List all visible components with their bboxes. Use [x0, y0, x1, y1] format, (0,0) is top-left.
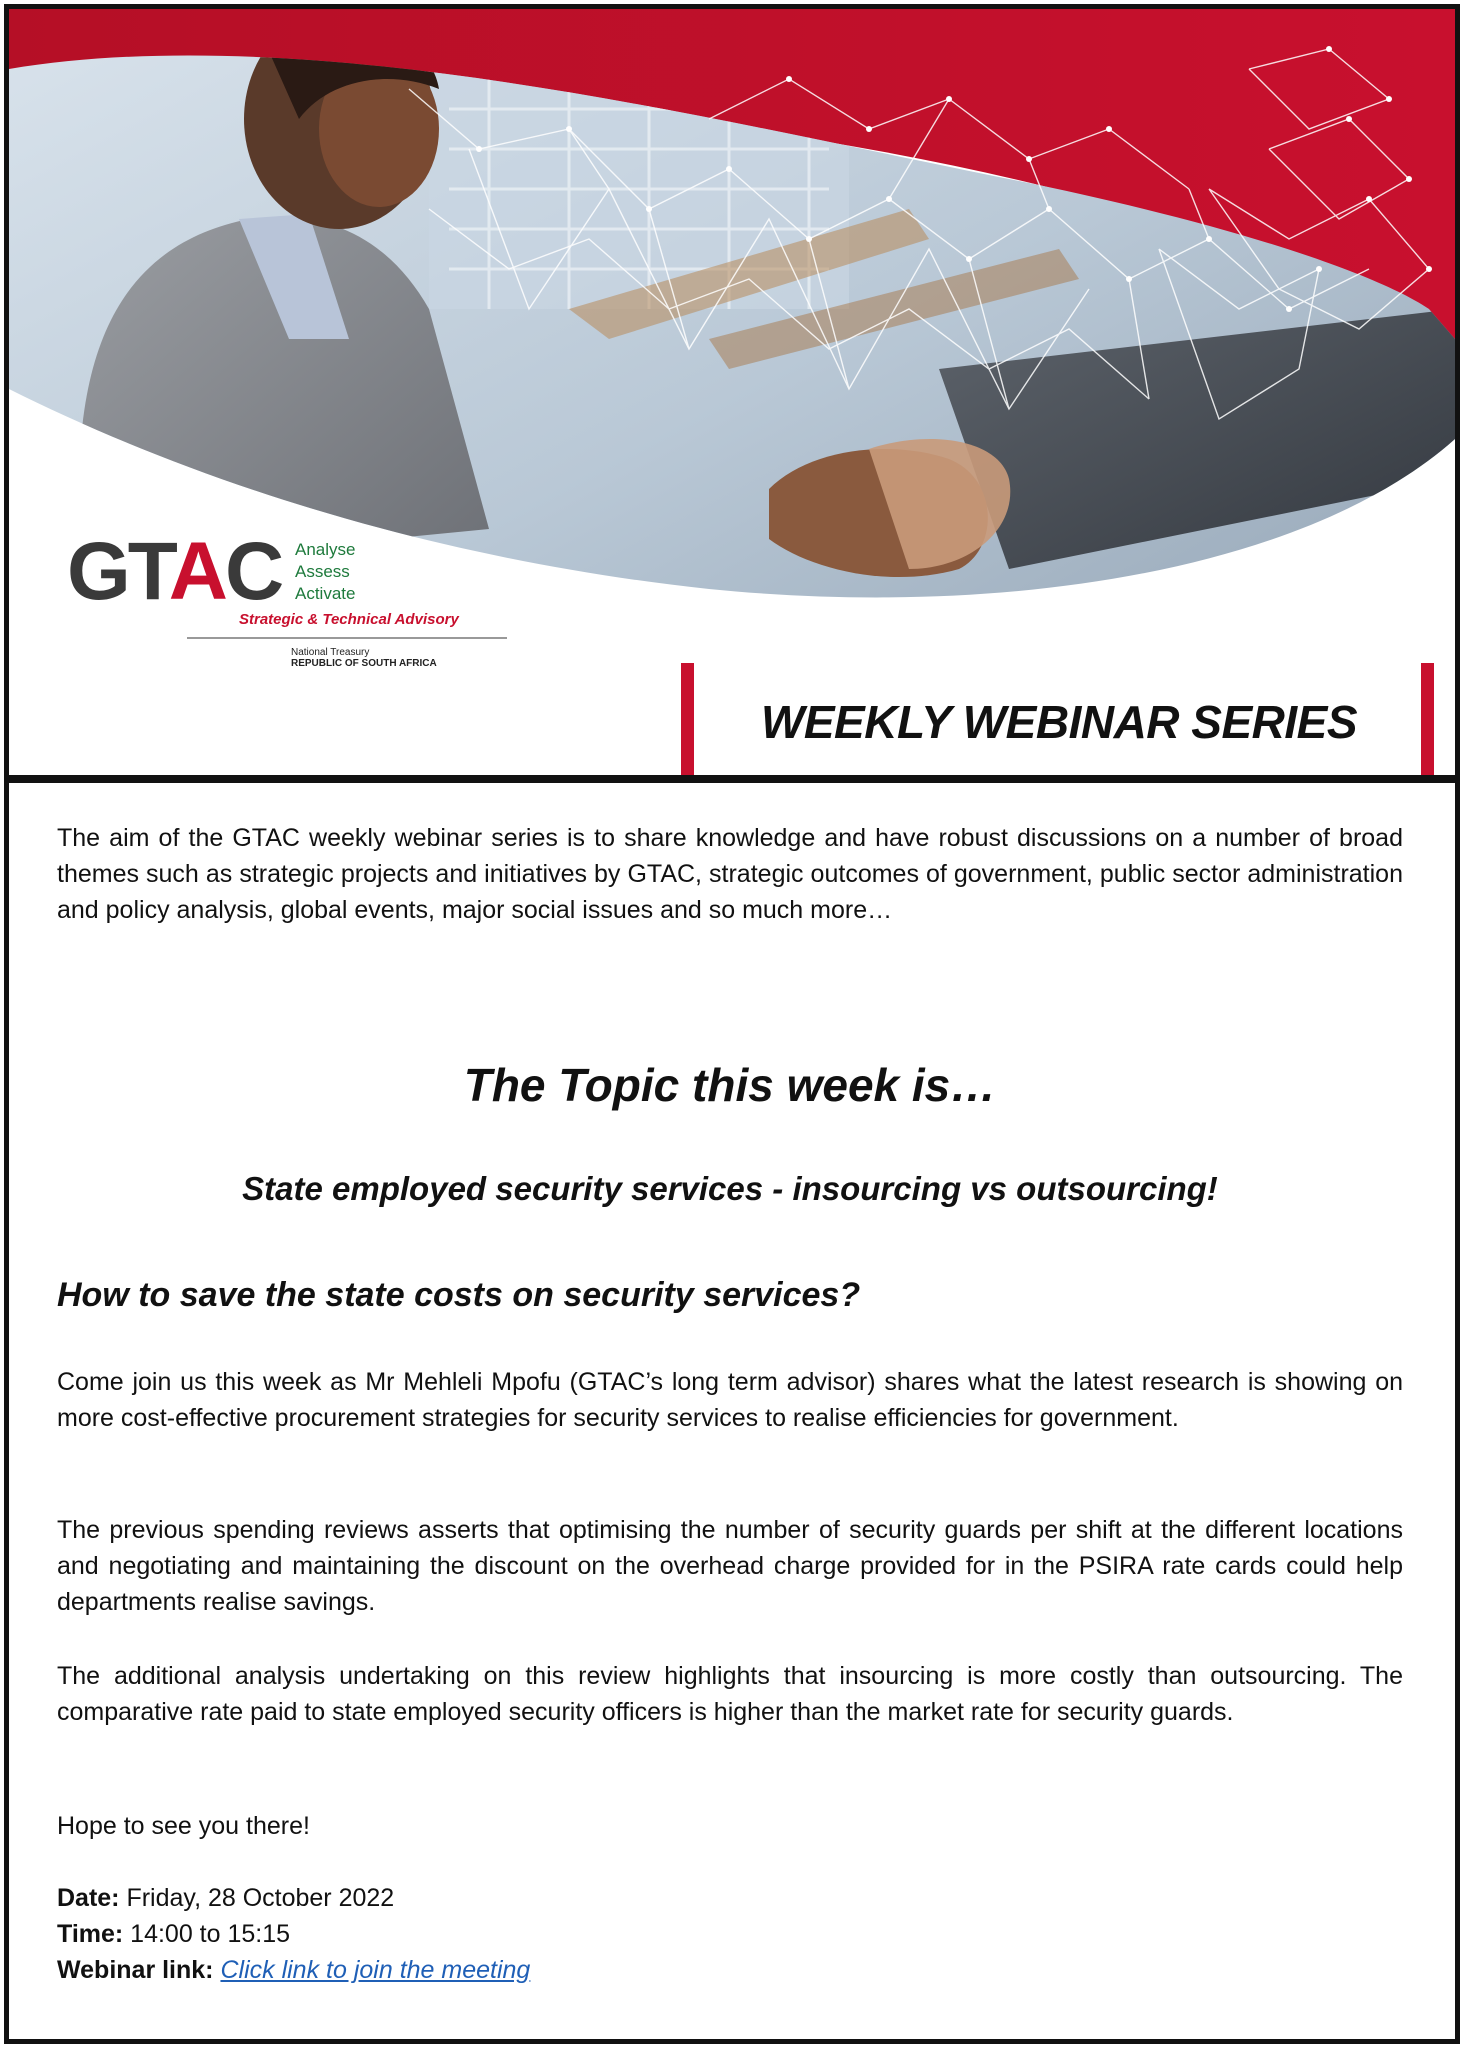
gtac-logo [67, 527, 487, 677]
national-treasury-mark [291, 647, 437, 669]
banner-title: WEEKLY WEBINAR SERIES [760, 696, 1358, 748]
banner-bar-left [681, 663, 694, 779]
tagline-analyse: Analyse [295, 540, 356, 559]
date-row [57, 1880, 1403, 1916]
banner-bar-right [1421, 663, 1434, 779]
time-value: 14:00 to 15:15 [123, 1920, 291, 1948]
tagline-activate: Activate [295, 584, 356, 603]
topic-heading: The Topic this week is… [463, 1059, 997, 1111]
topic-title: State employed security services - insourcing vs outsourcing! [242, 1170, 1218, 1207]
logo-taglines [295, 539, 355, 605]
org-line2: REPUBLIC OF SOUTH AFRICA [291, 658, 437, 669]
org-line1: National Treasury [291, 647, 370, 658]
date-value: Friday, 28 October 2022 [119, 1884, 395, 1912]
hero-frame [4, 4, 1460, 780]
topic-question: How to save the state costs on security services? [57, 1276, 861, 1314]
logo-wordmark: GTAC [67, 526, 282, 617]
intro-text: The aim of the GTAC weekly webinar series is to share knowledge and have robust discussions on a number of broad themes such as strategic projects and initiatives by GTAC, strategic outcomes of government, public sector administration and policy analysis, global events, major social issues and so much more… [57, 824, 1403, 924]
logo-subtitle: Strategic & Technical Advisory [239, 611, 459, 628]
date-label: Date: [57, 1884, 120, 1912]
event-details [57, 1880, 1403, 1988]
link-row [57, 1952, 1403, 1988]
time-label: Time: [57, 1920, 124, 1948]
webinar-join-link[interactable]: Click link to join the meeting [220, 1956, 531, 1984]
paragraph-analysis: The additional analysis undertaking on this review highlights that insourcing is more costly than outsourcing. The comparative rate paid to state employed security officers is higher than the market rate for security guards. [57, 1662, 1403, 1726]
paragraph-spending-reviews: The previous spending reviews asserts that optimising the number of security guards per shift at the different locations and negotiating and maintaining the discount on the overhead charge provided for in the PSIRA rate cards could help departments realise savings. [57, 1516, 1403, 1616]
paragraph-invitation: Come join us this week as Mr Mehleli Mpofu (GTAC’s long term advisor) shares what the latest research is showing on more cost-effective procurement strategies for security services to realise efficiencies for government. [57, 1368, 1403, 1432]
logo-divider [187, 637, 507, 639]
paragraph-closing: Hope to see you there! [57, 1812, 310, 1840]
link-label: Webinar link: [57, 1956, 214, 1984]
time-row [57, 1916, 1403, 1952]
tagline-assess: Assess [295, 562, 350, 581]
